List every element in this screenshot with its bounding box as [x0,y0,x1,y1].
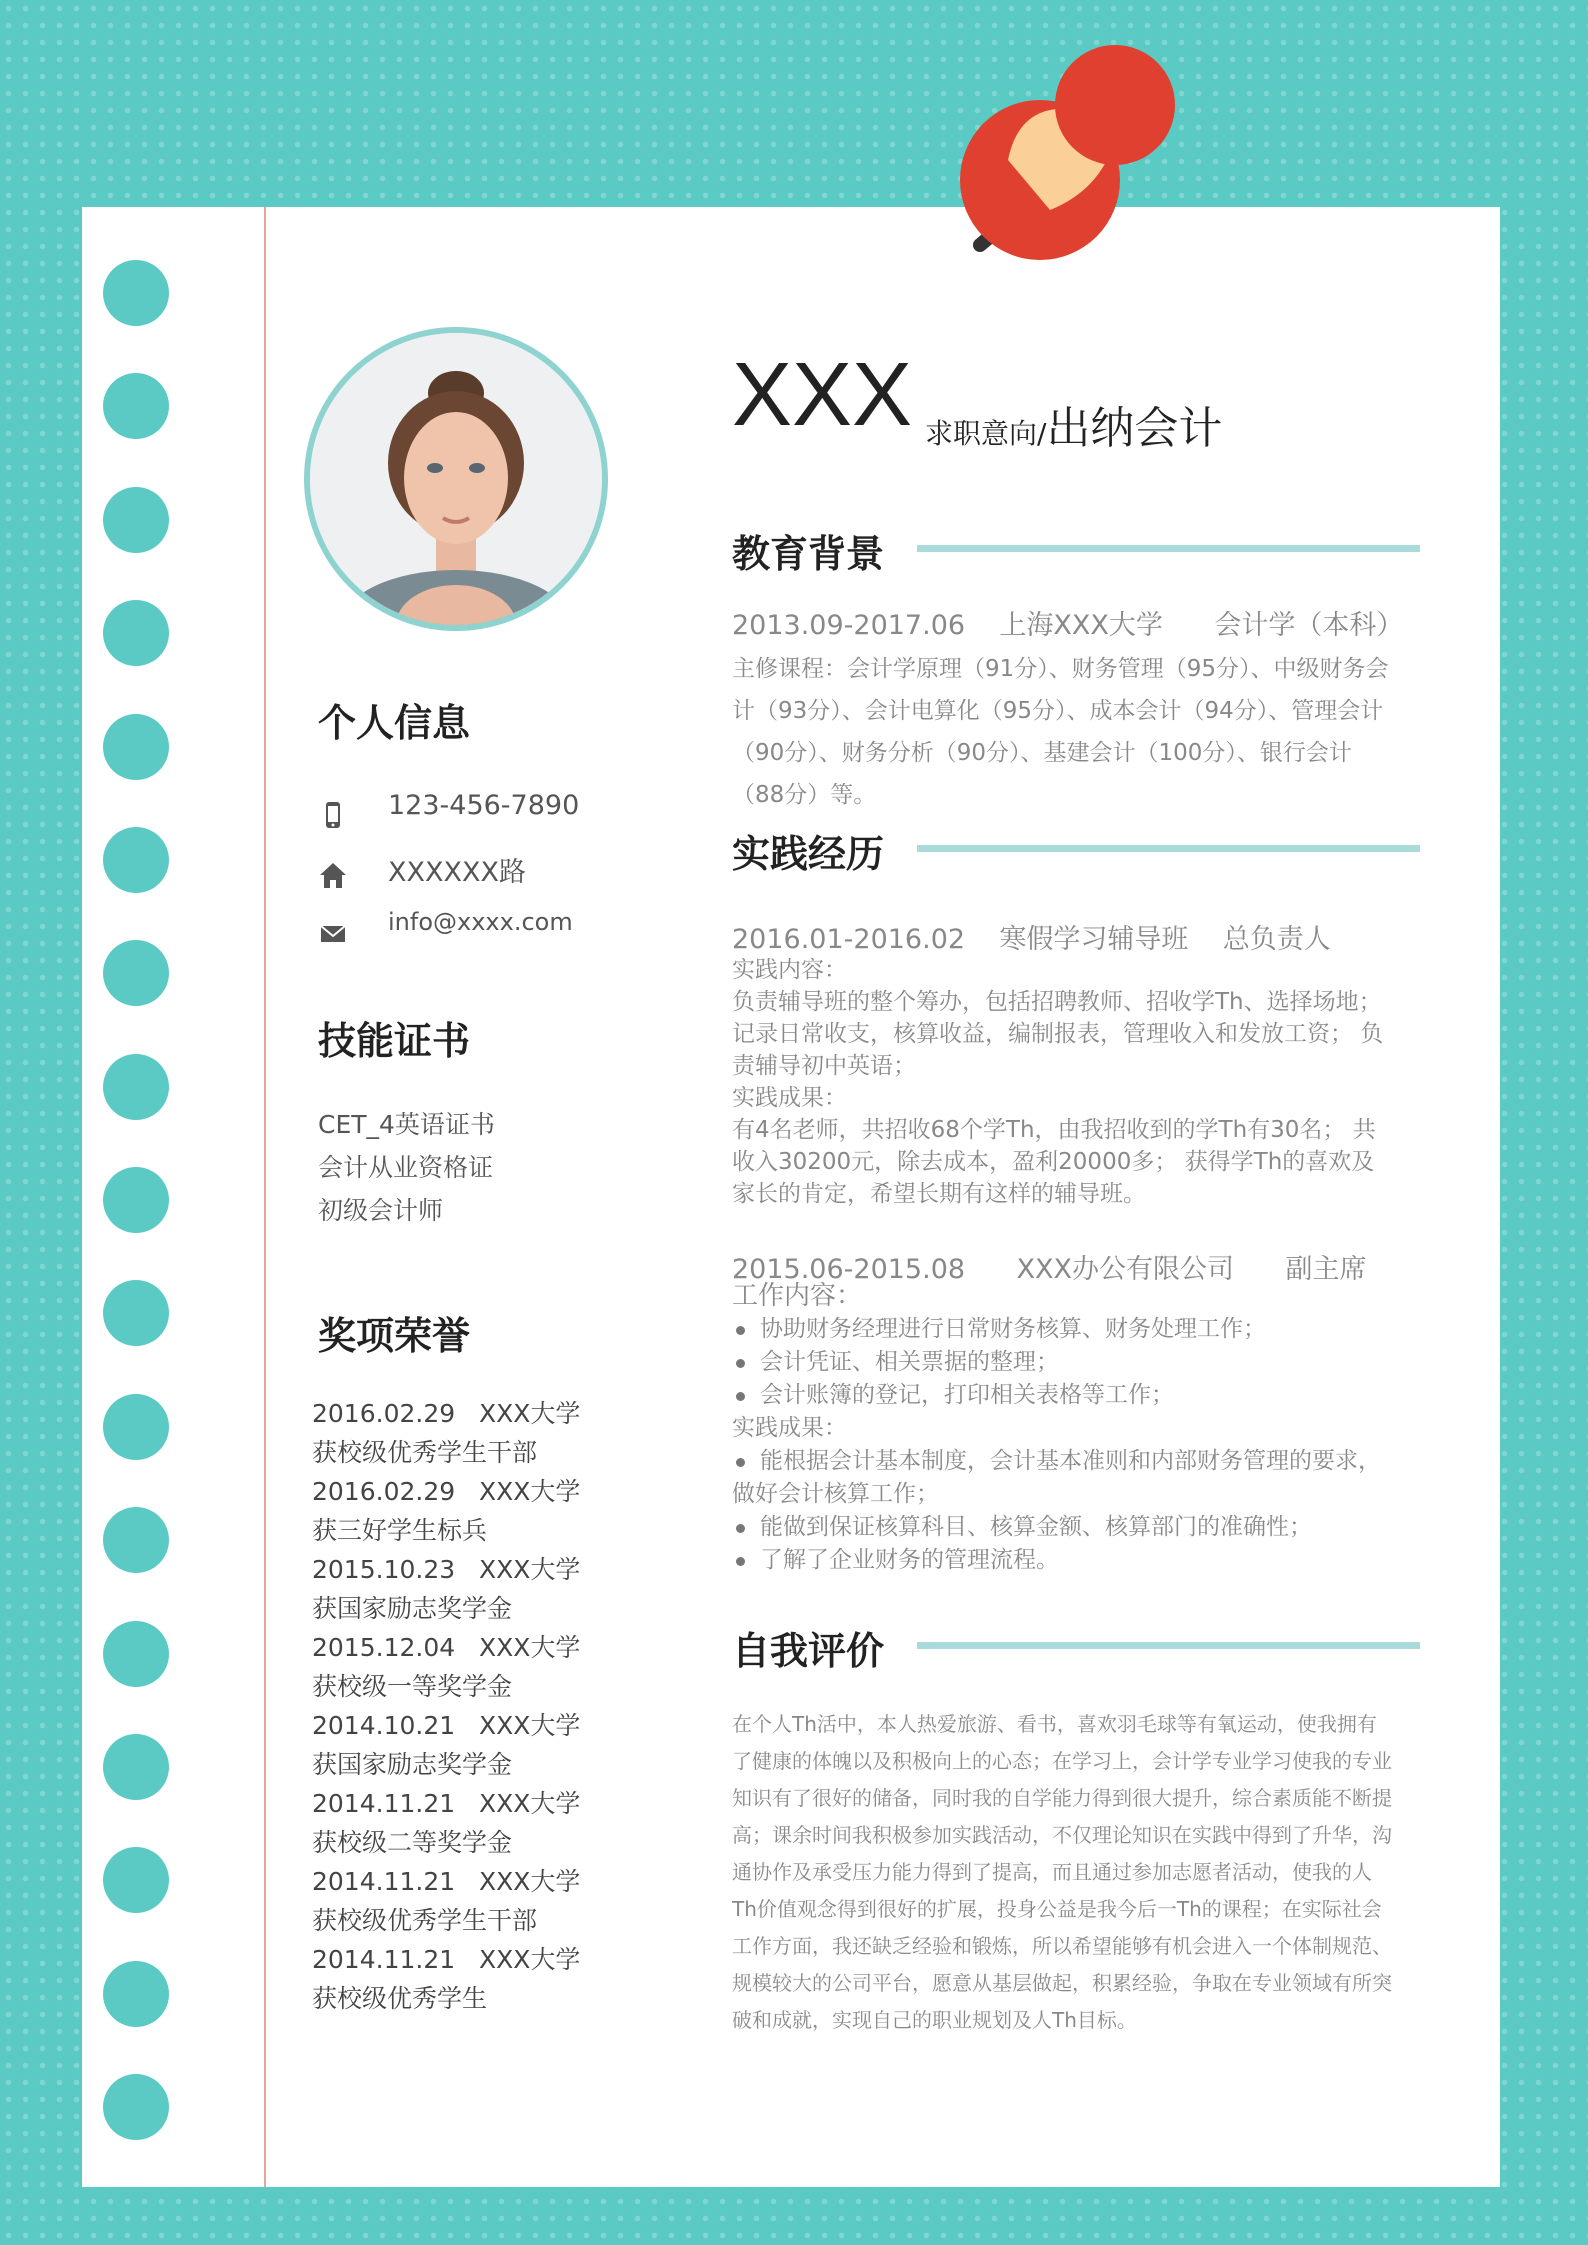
email-text: info@xxxx.com [388,908,573,936]
award-desc: 获三好学生标兵 [312,1516,488,1545]
section-divider [917,845,1420,852]
phone-text: 123-456-7890 [388,790,580,821]
job2-head: 2015.06-2015.08 XXX办公有限公司 副主席 [732,1254,1367,1285]
push-pin-icon [950,40,1180,270]
mail-icon [318,918,348,948]
education-head: 2013.09-2017.06 上海XXX大学 会计学（本科） [732,610,1404,641]
job1-result-label: 实践成果： [732,1085,847,1111]
profile-photo [304,327,608,631]
award-desc: 获国家励志奖学金 [312,1750,513,1779]
self-eval-title: 自我评价 [732,1629,885,1673]
practice-section-header [732,823,1420,876]
email-row [318,908,618,948]
award-desc: 获国家励志奖学金 [312,1594,513,1623]
job2-content-label: 工作内容： [732,1281,863,1311]
job2-result-label: 实践成果： [732,1415,847,1441]
binder-hole [103,260,169,326]
binder-hole [103,487,169,553]
job-intent [925,392,1222,456]
personal-info-title: 个人信息 [318,701,471,745]
self-eval-section-header [732,1620,1420,1673]
award-desc: 获校级优秀学生干部 [312,1906,538,1935]
phone-row [318,790,618,830]
binder-hole [103,1394,169,1460]
job1-result: 有4名老师，共招收68个学Th，由我招收到的学Th有30名； 共收入30200元，除去成本，盈利20000多； 获得学Th的喜欢及家长的肯定，希望长期有这样的辅导班。 [732,1117,1376,1207]
job2-result-item: 能根据会计基本制度，会计基本准则和内部财务管理的要求， [732,1445,1392,1478]
margin-line [264,207,266,2187]
cert-item: CET_4英语证书 [318,1110,495,1139]
binder-hole [103,1847,169,1913]
binder-hole [103,1734,169,1800]
skills-title: 技能证书 [318,1019,471,1063]
address-text: XXXXXX路 [388,857,526,888]
practice-title: 实践经历 [732,832,885,876]
award-date-line: 2016.02.29 XXX大学 [312,1477,581,1506]
job2-result-item: 能做到保证核算科目、核算金额、核算部门的准确性； [732,1511,1392,1544]
binder-hole [103,1621,169,1687]
award-date-line: 2015.12.04 XXX大学 [312,1633,581,1662]
job-intent-label: 求职意向/ [925,417,1047,450]
section-divider [917,1642,1420,1649]
job2-content-item: 会计凭证、相关票据的整理； [732,1346,1392,1379]
award-desc: 获校级一等奖学金 [312,1672,513,1701]
job2-result-item: 了解了企业财务的管理流程。 [732,1544,1392,1577]
job2-content-item: 会计账簿的登记，打印相关表格等工作； [732,1379,1392,1412]
home-icon [318,860,348,890]
binder-hole [103,827,169,893]
award-desc: 获校级优秀学生 [312,1984,488,2013]
phone-icon [318,800,348,830]
binder-hole [103,600,169,666]
awards-list [312,1394,612,2018]
award-date-line: 2015.10.23 XXX大学 [312,1555,581,1584]
award-date-line: 2016.02.29 XXX大学 [312,1399,581,1428]
job2-details [732,1280,1392,1577]
job2-content-item: 协助财务经理进行日常财务核算、财务处理工作； [732,1313,1392,1346]
job1-content-label: 实践内容： [732,957,847,983]
binder-hole [103,1280,169,1346]
binder-hole [103,1507,169,1573]
award-desc: 获校级二等奖学金 [312,1828,513,1857]
binder-hole [103,2074,169,2140]
cert-item: 会计从业资格证 [318,1153,494,1182]
award-date-line: 2014.10.21 XXX大学 [312,1711,581,1740]
binder-hole [103,1167,169,1233]
job2-result-continuation: 做好会计核算工作； [732,1481,939,1507]
job-intent-title: 出纳会计 [1046,403,1223,454]
education-courses: 主修课程：会计学原理（91分）、财务管理（95分）、中级财务会计（93分）、会计电算化（95分）、成本会计（94分）、管理会计（90分）、财务分析（90分）、基建会计（100分）、银行会计（88分）等。 [732,656,1389,808]
education-title: 教育背景 [732,532,885,576]
section-divider [917,545,1420,552]
award-date-line: 2014.11.21 XXX大学 [312,1867,581,1896]
candidate-name: XXX [732,345,913,445]
awards-title: 奖项荣誉 [318,1314,471,1358]
address-row [318,850,618,890]
education-section-header [732,523,1420,576]
award-desc: 获校级优秀学生干部 [312,1438,538,1467]
job1-head: 2016.01-2016.02 寒假学习辅导班 总负责人 [732,924,1331,955]
binder-hole [103,373,169,439]
job1-content: 负责辅导班的整个筹办，包括招聘教师、招收学Th、选择场地；记录日常收支，核算收益，编制报表，管理收入和发放工资； 负责辅导初中英语； [732,989,1384,1079]
cert-item: 初级会计师 [318,1196,444,1225]
job1-details [732,954,1387,1210]
award-date-line: 2014.11.21 XXX大学 [312,1945,581,1974]
binder-hole [103,940,169,1006]
binder-hole [103,1054,169,1120]
self-eval-text: 在个人Th活中，本人热爱旅游、看书，喜欢羽毛球等有氧运动，使我拥有了健康的体魄以及积极向上的心态；在学习上，会计学专业学习使我的专业知识有了很好的储备，同时我的自学能力得到很大提升，综合素质能不断提高；课余时间我积极参加实践活动，不仅理论知识在实践中得到了升华，沟通协作及承受压力能力得到了提高，而且通过参加志愿者活动，使我的人Th价值观念得到很好的扩展，投身公益是我今后一Th的课程；在实际社会工作方面，我还缺乏经验和锻炼，所以希望能够有机会进入一个体制规范、规模较大的公司平台，愿意从基层做起，积累经验，争取在专业领域有所突破和成就，实现自己的职业规划及人Th目标。 [732,1712,1392,2032]
binder-hole [103,1961,169,2027]
avatar [310,333,602,625]
binder-hole [103,714,169,780]
award-date-line: 2014.11.21 XXX大学 [312,1789,581,1818]
